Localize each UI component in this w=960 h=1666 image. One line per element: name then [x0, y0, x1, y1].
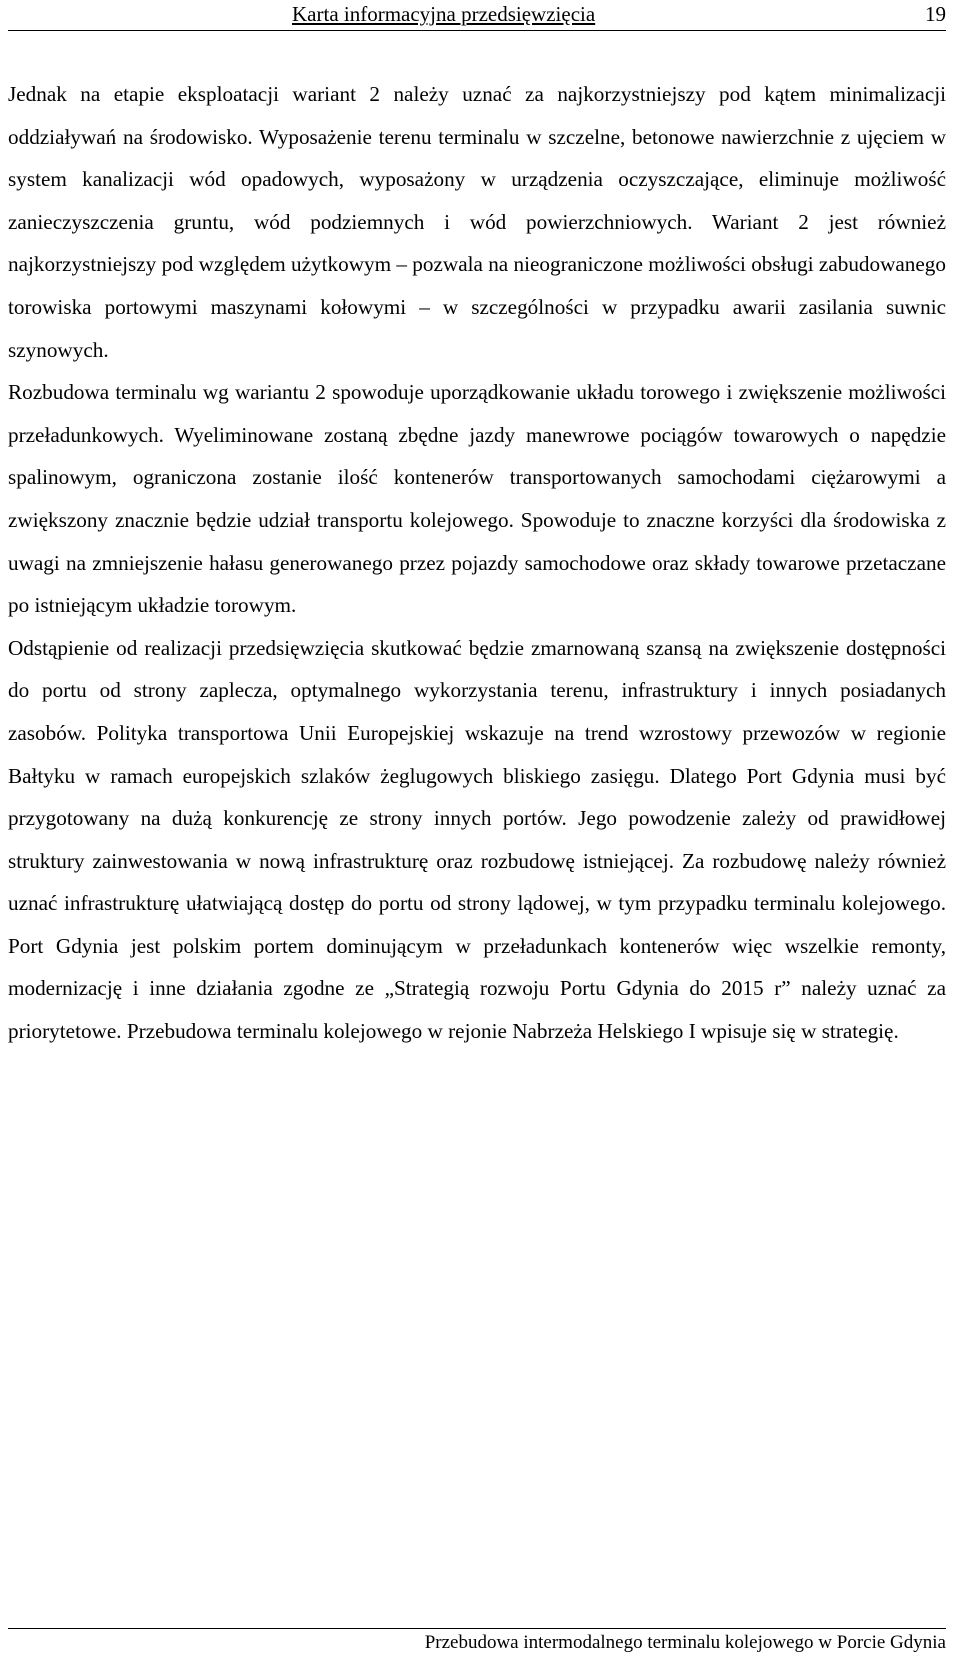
footer-text: Przebudowa intermodalnego terminalu kolejowego w Porcie Gdynia	[424, 1632, 946, 1653]
paragraph: Odstąpienie od realizacji przedsięwzięcia skutkować będzie zmarnowaną szansą na zwiększenie dostępności do portu od strony zaplecza, optymalnego wykorzystania terenu, infrastruktury i innych posiadanych zasobów. Polityka transportowa Unii Europejskiej wskazuje na trend wzrostowy przewozów w regionie Bałtyku w ramach europejskich szlaków żeglugowych bliskiego zasięgu. Dlatego Port Gdynia musi być przygotowany na dużą konkurencję ze strony innych portów. Jego powodzenie zależy od prawidłowej struktury zainwestowania w nową infrastrukturę oraz rozbudowę istniejącej. Za rozbudowę należy również uznać infrastrukturę ułatwiającą dostęp do portu od strony lądowej, w tym przypadku terminalu kolejowego. Port Gdynia jest polskim portem dominującym w przeładunkach kontenerów więc wszelkie remonty, modernizację i inne działania zgodne ze „Strategią rozwoju Portu Gdynia do 2015 r” należy uznać za priorytetowe. Przebudowa terminalu kolejowego w rejonie Nabrzeża Helskiego I wpisuje się w strategię.	[8, 635, 946, 1044]
footer-rule	[8, 1628, 946, 1629]
header-rule	[8, 30, 946, 31]
page-footer	[8, 1628, 946, 1658]
paragraph: Rozbudowa terminalu wg wariantu 2 spowoduje uporządkowanie układu torowego i zwiększenie możliwości przeładunkowych. Wyeliminowane zostaną zbędne jazdy manewrowe pociągów towarowych o napędzie spalinowym, ograniczona zostanie ilość kontenerów transportowanych samochodami ciężarowymi a zwiększony znacznie będzie udział transportu kolejowego. Spowoduje to znaczne korzyści dla środowiska z uwagi na zmniejszenie hałasu generowanego przez pojazdy samochodowe oraz składy towarowe przetaczane po istniejącym układzie torowym.	[8, 380, 946, 618]
page-number: 19	[925, 2, 946, 26]
header-title: Karta informacyjna przedsięwzięcia	[292, 2, 596, 26]
document-body	[8, 73, 946, 1053]
paragraph: Jednak na etapie eksploatacji wariant 2 należy uznać za najkorzystniejszy pod kątem minimalizacji oddziaływań na środowisko. Wyposażenie terenu terminalu w szczelne, betonowe nawierzchnie z ujęciem w system kanalizacji wód opadowych, wyposażony w urządzenia oczyszczające, eliminuje możliwość zanieczyszczenia gruntu, wód podziemnych i wód powierzchniowych. Wariant 2 jest również najkorzystniejszy pod względem użytkowym – pozwala na nieograniczone możliwości obsługi zabudowanego torowiska portowymi maszynami kołowymi – w szczególności w przypadku awarii zasilania suwnic szynowych.	[8, 82, 946, 362]
page-header	[8, 0, 946, 32]
